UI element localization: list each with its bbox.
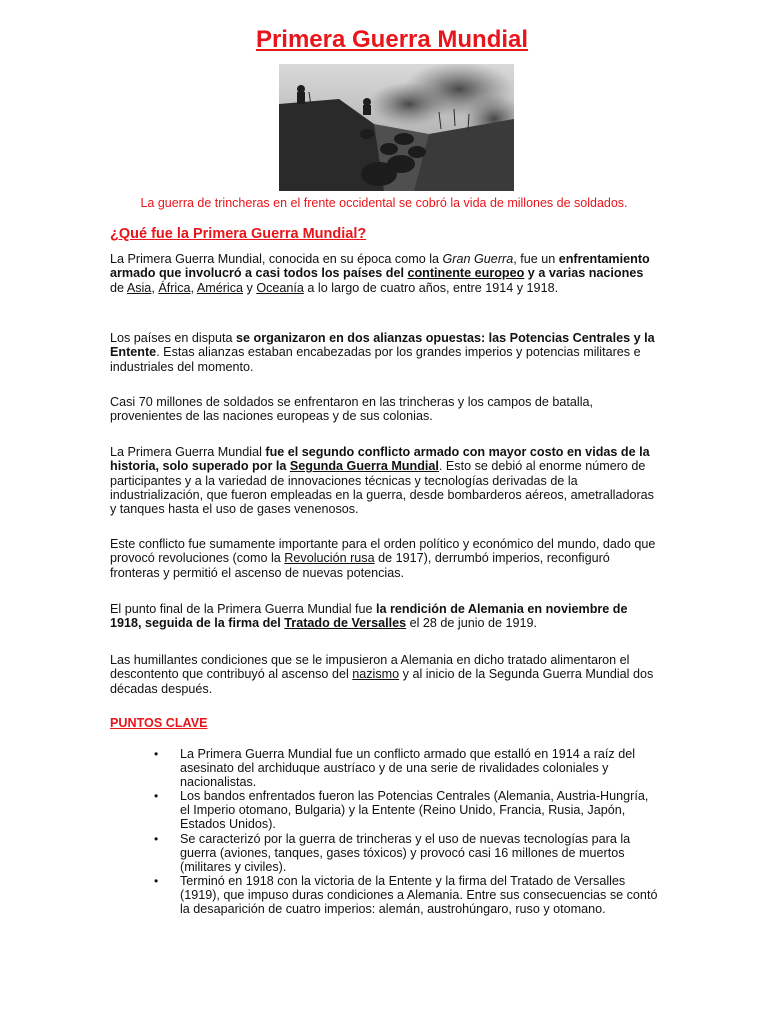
trench-photo-illustration <box>279 64 514 191</box>
link-continente-europeo[interactable]: continente europeo <box>407 266 525 281</box>
p4-text: . Esto se debió al enorme número de participantes y a la variedad de innovaciones técnicas y tecnologías derivadas de la industrialización, que fueron empleadas en la guerra, desde bombarderos aéreos, ametralladoras y tanques hasta el uso de gases venenosos. <box>110 459 654 517</box>
p5-text: de 1917), derrumbó imperios, reconfiguró fronteras y permitió el ascenso de nuevas potencias. <box>110 551 610 580</box>
p7-text: y al inicio de la Segunda Guerra Mundial dos décadas después. <box>110 667 654 696</box>
p1-text: y <box>243 280 257 295</box>
p6-text: el 28 de junio de 1919. <box>406 616 538 631</box>
trench-war-photo <box>279 64 514 191</box>
paragraph-1 <box>110 252 660 295</box>
p1-bold: enfrentamiento armado que involucró a casi todos los países del <box>110 252 650 281</box>
paragraph-5 <box>110 537 660 580</box>
link-america[interactable]: América <box>196 280 244 295</box>
p1-text: , fue un <box>513 252 559 266</box>
link-africa[interactable]: África <box>158 280 191 295</box>
p1-text: , <box>190 280 197 295</box>
p2-bold: se organizaron en dos alianzas opuestas: las Potencias Centrales y la Entente <box>110 331 655 360</box>
p5-text: Este conflicto fue sumamente importante para el orden político y económico del mundo, dado que provocó revoluciones (como la <box>110 537 656 566</box>
key-points-list <box>160 747 660 916</box>
p1-bold: y a varias naciones <box>524 266 644 281</box>
p6-bold: la rendición de Alemania en noviembre de 1918, seguida de la firma del <box>110 602 628 631</box>
paragraph-2 <box>110 331 660 374</box>
p6-text: El punto final de la Primera Guerra Mundial fue <box>110 602 377 616</box>
p4-text: La Primera Guerra Mundial <box>110 445 266 459</box>
p2-text: Los países en disputa <box>110 331 237 345</box>
p1-text: La Primera Guerra Mundial, conocida en su época como la <box>110 252 443 266</box>
paragraph-7 <box>110 653 660 696</box>
p1-text: de <box>110 280 127 295</box>
puntos-clave-heading: PUNTOS CLAVE <box>110 716 208 730</box>
list-item: • Los bandos enfrentados fueron las Potencias Centrales (Alemania, Austria-Hungría, el Imperio otomano, Bulgaria) y la Entente (Reino Unido, Francia, Rusia, Japón, Estados Unidos). <box>160 789 660 831</box>
link-segunda-guerra-mundial[interactable]: Segunda Guerra Mundial <box>289 459 439 474</box>
paragraph-6 <box>110 602 660 631</box>
photo-caption: La guerra de trincheras en el frente occidental se cobró la vida de millones de soldados. <box>140 196 628 210</box>
p1-text: a lo largo de cuatro años, entre 1914 y 1918. <box>303 280 559 295</box>
link-revolucion-rusa[interactable]: Revolución rusa <box>284 551 375 566</box>
link-nazismo[interactable]: nazismo <box>352 667 400 682</box>
p3-text: Casi 70 millones de soldados se enfrentaron en las trincheras y los campos de batalla, provenientes de las naciones europeas y de sus colonias. <box>110 395 594 424</box>
section-heading[interactable]: ¿Qué fue la Primera Guerra Mundial? <box>110 226 367 242</box>
paragraph-4 <box>110 445 660 516</box>
page-title: Primera Guerra Mundial <box>255 26 529 53</box>
p1-text: , <box>151 280 159 295</box>
list-item: • La Primera Guerra Mundial fue un conflicto armado que estalló en 1914 a raíz del asesinato del archiduque austríaco y de una serie de rivalidades coloniales y nacionalistas. <box>160 747 660 789</box>
p1-gran-guerra: Gran Guerra <box>442 252 514 266</box>
list-item: • Se caracterizó por la guerra de trincheras y el uso de nuevas tecnologías para la guerra (aviones, tanques, gases tóxicos) y provocó casi 16 millones de muertos (militares y civiles). <box>160 832 660 874</box>
link-tratado-de-versalles[interactable]: Tratado de Versalles <box>284 616 407 631</box>
link-asia[interactable]: Asia <box>126 280 152 295</box>
list-item: • Terminó en 1918 con la victoria de la Entente y la firma del Tratado de Versalles (1919), que impuso duras condiciones a Alemania. Entre sus consecuencias se contó la desaparición de cuatro imperios: alemán, austrohúngaro, ruso y otomano. <box>160 874 660 916</box>
p4-bold: fue el segundo conflicto armado con mayor costo en vidas de la historia, solo superado por la <box>110 445 650 474</box>
p2-text: . Estas alianzas estaban encabezadas por los grandes imperios y potencias militares e industriales del momento. <box>110 345 641 374</box>
paragraph-3 <box>110 395 660 424</box>
link-oceania[interactable]: Oceanía <box>256 280 304 295</box>
p7-text: Las humillantes condiciones que se le impusieron a Alemania en dicho tratado alimentaron el descontento que contribuyó al ascenso del <box>110 653 630 682</box>
